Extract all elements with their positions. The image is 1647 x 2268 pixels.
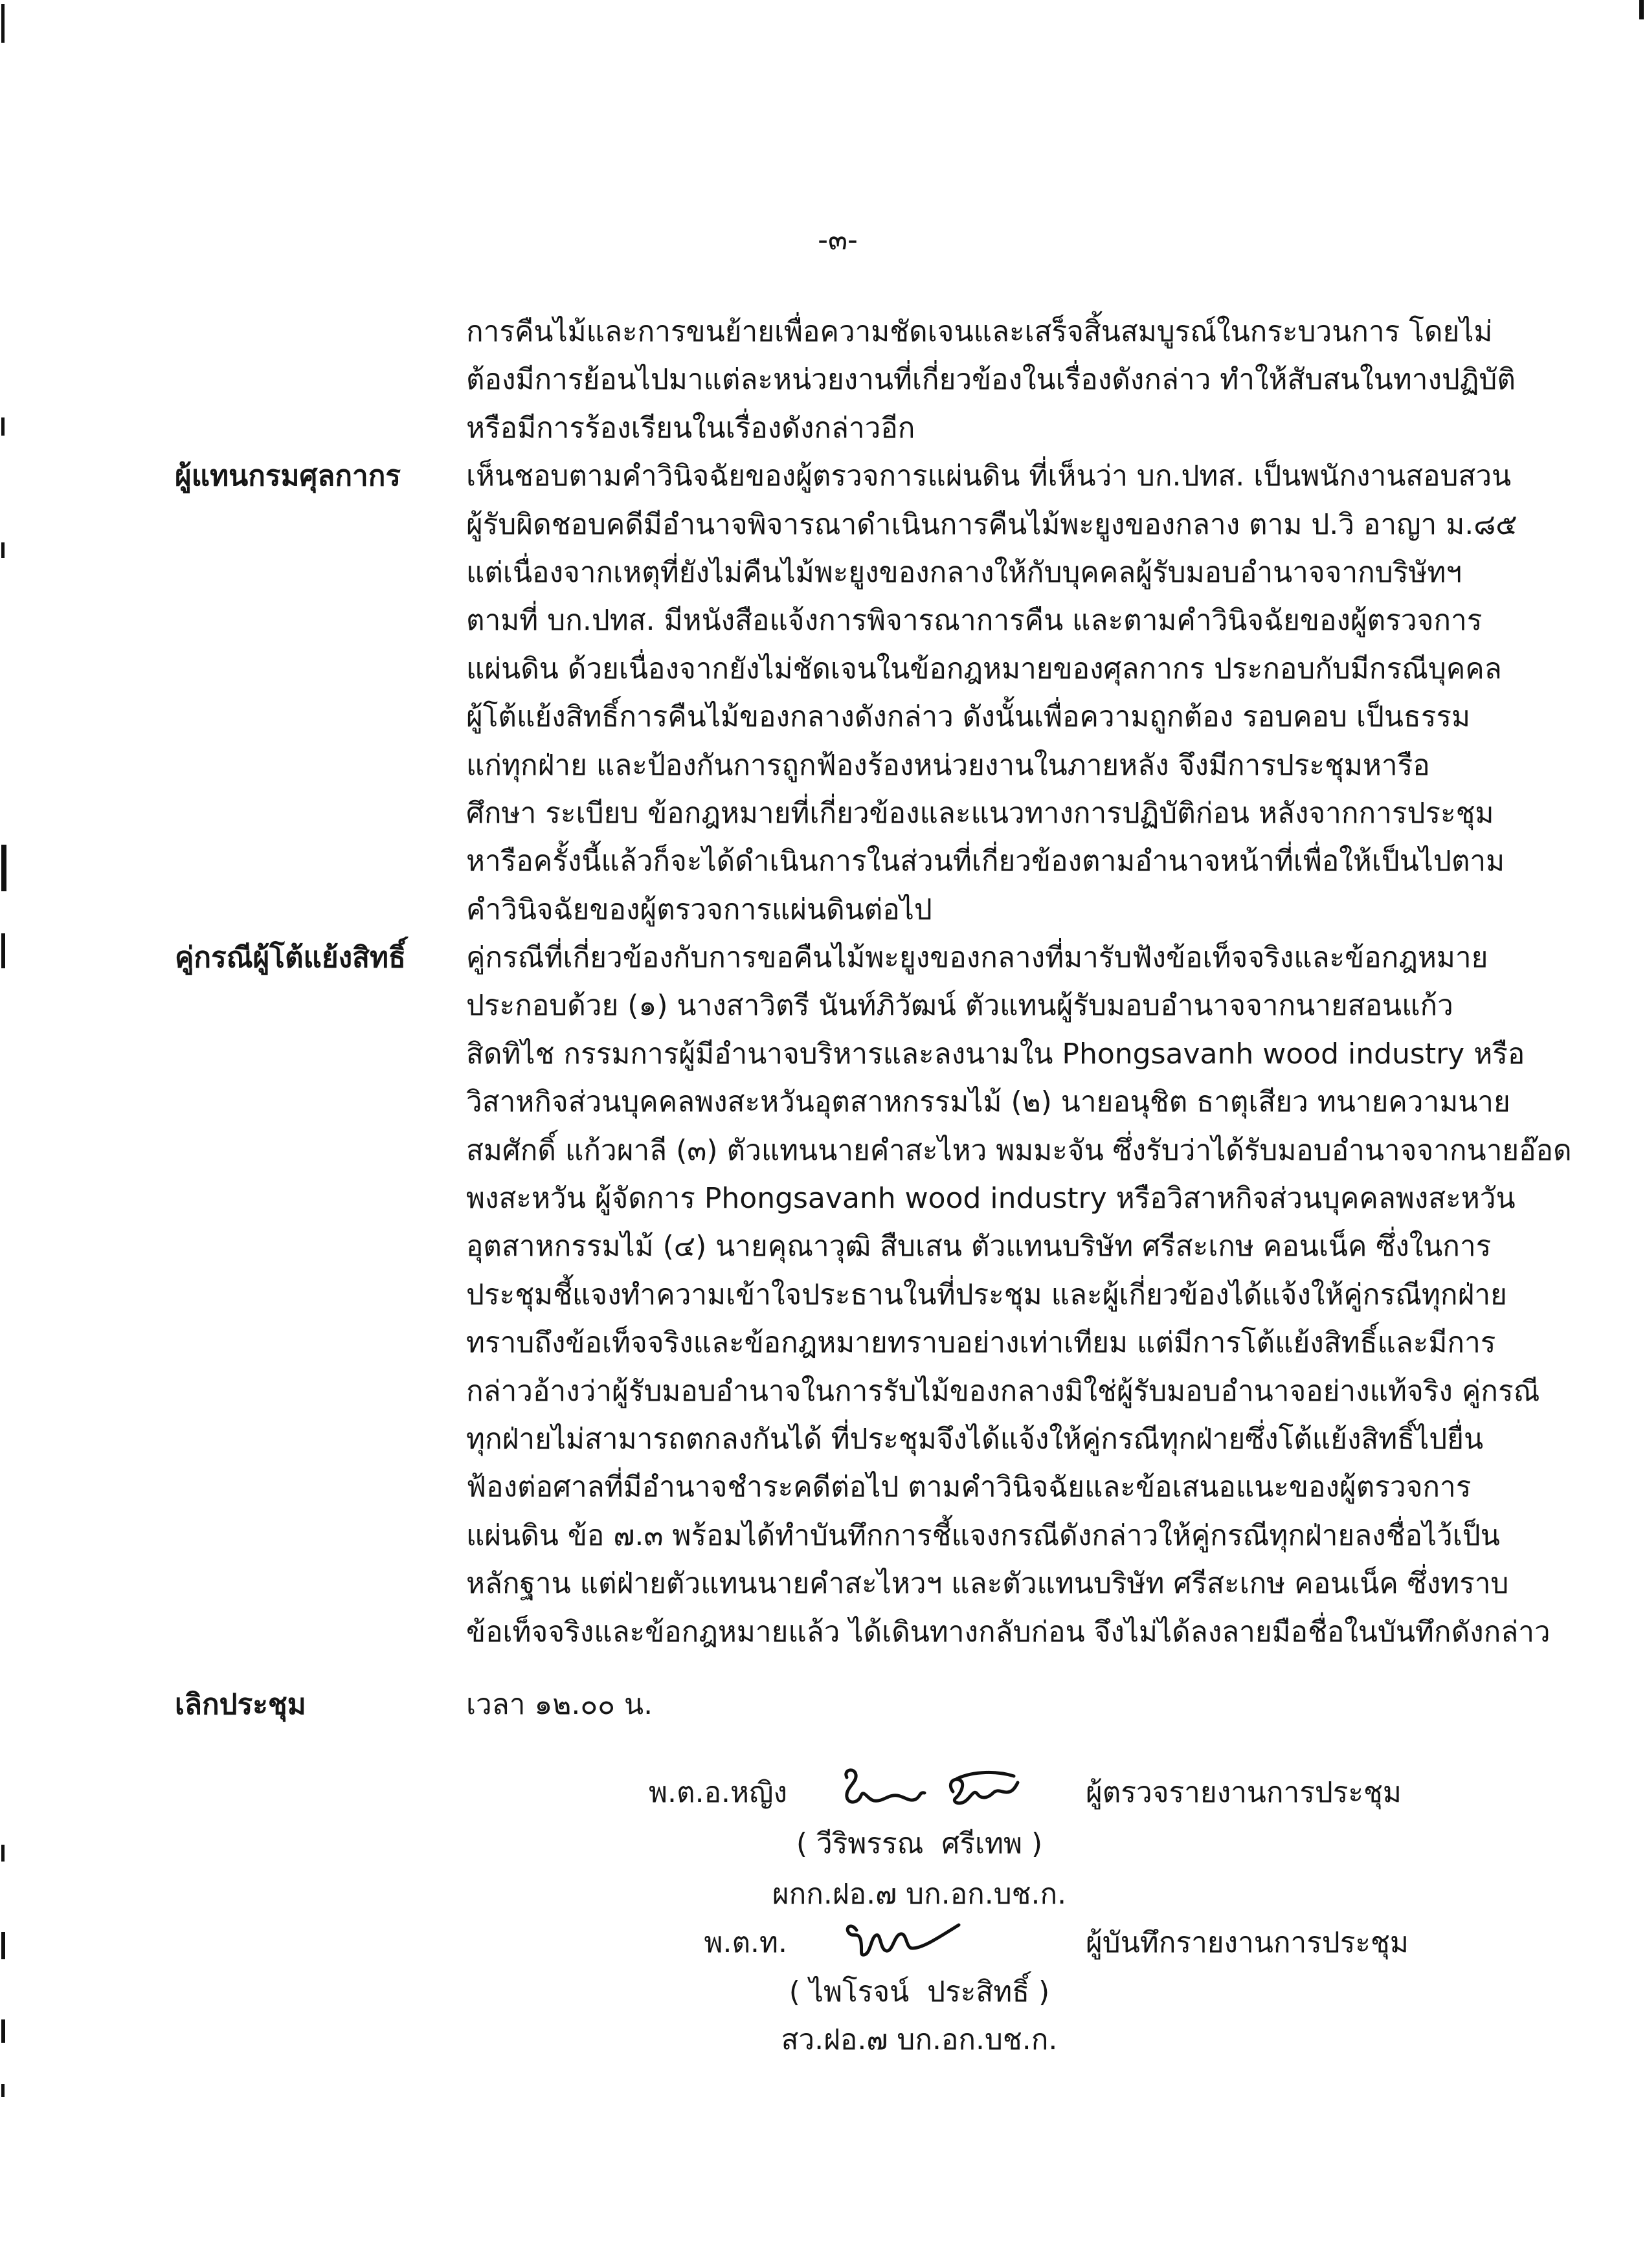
text-line: ทราบถึงข้อเท็จจริงและข้อกฎหมายทราบอย่างเท่าเทียม แต่มีการโต้แย้งสิทธิ์และมีการ: [466, 1326, 1496, 1360]
text-line: ต้องมีการย้อนไปมาแต่ละหน่วยงานที่เกี่ยวข้องในเรื่องดังกล่าว ทำให้สับสนในทางปฏิบัติ: [466, 363, 1516, 397]
scan-mark: [1, 4, 5, 43]
text-line: อุตสาหกรรมไม้ (๔) นายคุณาวุฒิ สืบเสน ตัวแทนบริษัท ศรีสะเกษ คอนเน็ค ซึ่งในการ: [466, 1230, 1492, 1263]
text-line: การคืนไม้และการขนย้ายเพื่อความชัดเจนและเสร็จสิ้นสมบูรณ์ในกระบวนการ โดยไม่: [466, 315, 1493, 348]
text-line: ผู้รับผิดชอบคดีมีอำนาจพิจารณาดำเนินการคืนไม้พะยูงของกลาง ตาม ป.วิ อาญา ม.๘๕: [466, 507, 1518, 541]
text-line: หารือครั้งนี้แล้วก็จะได้ดำเนินการในส่วนที่เกี่ยวข้องตามอำนาจหน้าที่เพื่อให้เป็นไปตาม: [466, 845, 1505, 878]
section-customs-representative: [0, 452, 1647, 934]
page-number: -๓-: [818, 223, 858, 256]
signature-row-reviewer: [0, 1768, 1647, 1817]
signer-rank: พ.ต.อ.หญิง: [649, 1776, 787, 1809]
text-line: หรือมีการร้องเรียนในเรื่องดังกล่าวอีก: [466, 411, 915, 445]
text-line: คำวินิจฉัยของผู้ตรวจการแผ่นดินต่อไป: [466, 893, 932, 926]
signer-position: สว.ฝอ.๗ บก.อก.บช.ก.: [781, 2023, 1058, 2056]
text-line: คู่กรณีที่เกี่ยวข้องกับการขอคืนไม้พะยูงของกลางที่มารับฟังข้อเท็จจริงและข้อกฎหมาย: [466, 941, 1488, 975]
signature-row-recorder: [0, 1918, 1647, 1967]
signer-role: ผู้ตรวจรายงานการประชุม: [1086, 1776, 1402, 1809]
text-line: ตามที่ บก.ปทส. มีหนังสือแจ้งการพิจารณาการคืน และตามคำวินิจฉัยของผู้ตรวจการ: [466, 604, 1483, 638]
text-line: วิสาหกิจส่วนบุคคลพงสะหวันอุตสาหกรรมไม้ (๒) นายอนุชิต ธาตุเสียว ทนายความนาย: [466, 1085, 1510, 1119]
handwritten-signature: [838, 1766, 1020, 1814]
text-line: แผ่นดิน ข้อ ๗.๓ พร้อมได้ทำบันทึกการชี้แจงกรณีดังกล่าวให้คู่กรณีทุกฝ่ายลงชื่อไว้เป็น: [466, 1518, 1500, 1552]
scan-mark: [1639, 0, 1644, 19]
text-line: กล่าวอ้างว่าผู้รับมอบอำนาจในการรับไม้ของกลางมิใช่ผู้รับมอบอำนาจอย่างแท้จริง คู่กรณี: [466, 1374, 1540, 1408]
text-line: สิดทิไช กรรมการผู้มีอำนาจบริหารและลงนามใน Phongsavanh wood industry หรือ: [466, 1037, 1525, 1071]
minutes-body: [0, 308, 1647, 1656]
paragraph: [466, 452, 1518, 934]
text-line: พงสะหวัน ผู้จัดการ Phongsavanh wood industry หรือวิสาหกิจส่วนบุคคลพงสะหวัน: [466, 1182, 1516, 1216]
text-line: หลักฐาน แต่ฝ่ายตัวแทนนายคำสะไหวฯ และตัวแทนบริษัท ศรีสะเกษ คอนเน็ค ซึ่งทราบ: [466, 1567, 1509, 1601]
signer-rank: พ.ต.ท.: [704, 1926, 787, 1959]
signature-row-position: [0, 1870, 1647, 1918]
signer-role: ผู้บันทึกรายงานการประชุม: [1086, 1926, 1409, 1959]
section-label: คู่กรณีผู้โต้แย้งสิทธิ์: [175, 941, 406, 975]
signature-row-position: [0, 2016, 1647, 2064]
text-line: ประกอบด้วย (๑) นางสาวิตรี นันท์ภิวัฒน์ ตัวแทนผู้รับมอบอำนาจจากนายสอนแก้ว: [466, 989, 1453, 1023]
signer-name: ( ไพโรจน์ ประสิทธิ์ ): [789, 1975, 1050, 2008]
text-line: แต่เนื่องจากเหตุที่ยังไม่คืนไม้พะยูงของกลางให้กับบุคคลผู้รับมอบอำนาจจากบริษัทฯ: [466, 555, 1462, 589]
text-line: เห็นชอบตามคำวินิจฉัยของผู้ตรวจการแผ่นดิน ที่เห็นว่า บก.ปทส. เป็นพนักงานสอบสวน: [466, 460, 1512, 493]
closing-label: เลิกประชุม: [175, 1688, 306, 1721]
signature-row-name: [0, 1968, 1647, 2016]
section-disputing-parties: [0, 934, 1647, 1656]
scan-mark: [1, 2084, 5, 2097]
signer-position: ผกก.ฝอ.๗ บก.อก.บช.ก.: [772, 1878, 1067, 1911]
meeting-closed: [0, 1681, 1647, 1729]
signature-row-name: [0, 1819, 1647, 1868]
text-line: ประชุมชี้แจงทำความเข้าใจประธานในที่ประชุม และผู้เกี่ยวข้องได้แจ้งให้คู่กรณีทุกฝ่าย: [466, 1278, 1507, 1311]
text-line: ศึกษา ระเบียบ ข้อกฎหมายที่เกี่ยวข้องและแนวทางการปฏิบัติก่อน หลังจากการประชุม: [466, 796, 1494, 830]
text-line: แผ่นดิน ด้วยเนื่องจากยังไม่ชัดเจนในข้อกฎหมายของศุลกากร ประกอบกับมีกรณีบุคคล: [466, 652, 1502, 685]
paragraph: [466, 308, 1516, 452]
section-label: ผู้แทนกรมศุลกากร: [175, 460, 401, 493]
closing-time: เวลา ๑๒.๐๐ น.: [466, 1688, 653, 1721]
text-line: แก่ทุกฝ่าย และป้องกันการถูกฟ้องร้องหน่วยงานในภายหลัง จึงมีการประชุมหารือ: [466, 748, 1430, 782]
signer-name: ( วีริพรรณ ศรีเทพ ): [796, 1827, 1043, 1860]
text-line: ข้อเท็จจริงและข้อกฎหมายแล้ว ได้เดินทางกลับก่อน จึงไม่ได้ลงลายมือชื่อในบันทึกดังกล่าว: [466, 1615, 1551, 1649]
text-line: ทุกฝ่ายไม่สามารถตกลงกันได้ ที่ประชุมจึงได้แจ้งให้คู่กรณีทุกฝ่ายซึ่งโต้แย้งสิทธิ์ไปยื่น: [466, 1422, 1484, 1456]
text-line: ผู้โต้แย้งสิทธิ์การคืนไม้ของกลางดังกล่าว ดังนั้นเพื่อความถูกต้อง รอบคอบ เป็นธรรม: [466, 700, 1471, 734]
text-line: สมศักดิ์ แก้วผาลี (๓) ตัวแทนนายคำสะไหว พมมะจัน ซึ่งรับว่าได้รับมอบอำนาจจากนายอ๊อด: [466, 1133, 1572, 1167]
section-continuation: [0, 308, 1647, 452]
handwritten-signature: [842, 1916, 962, 1960]
paragraph: [466, 934, 1572, 1656]
text-line: ฟ้องต่อศาลที่มีอำนาจชำระคดีต่อไป ตามคำวินิจฉัยและข้อเสนอแนะของผู้ตรวจการ: [466, 1471, 1472, 1504]
